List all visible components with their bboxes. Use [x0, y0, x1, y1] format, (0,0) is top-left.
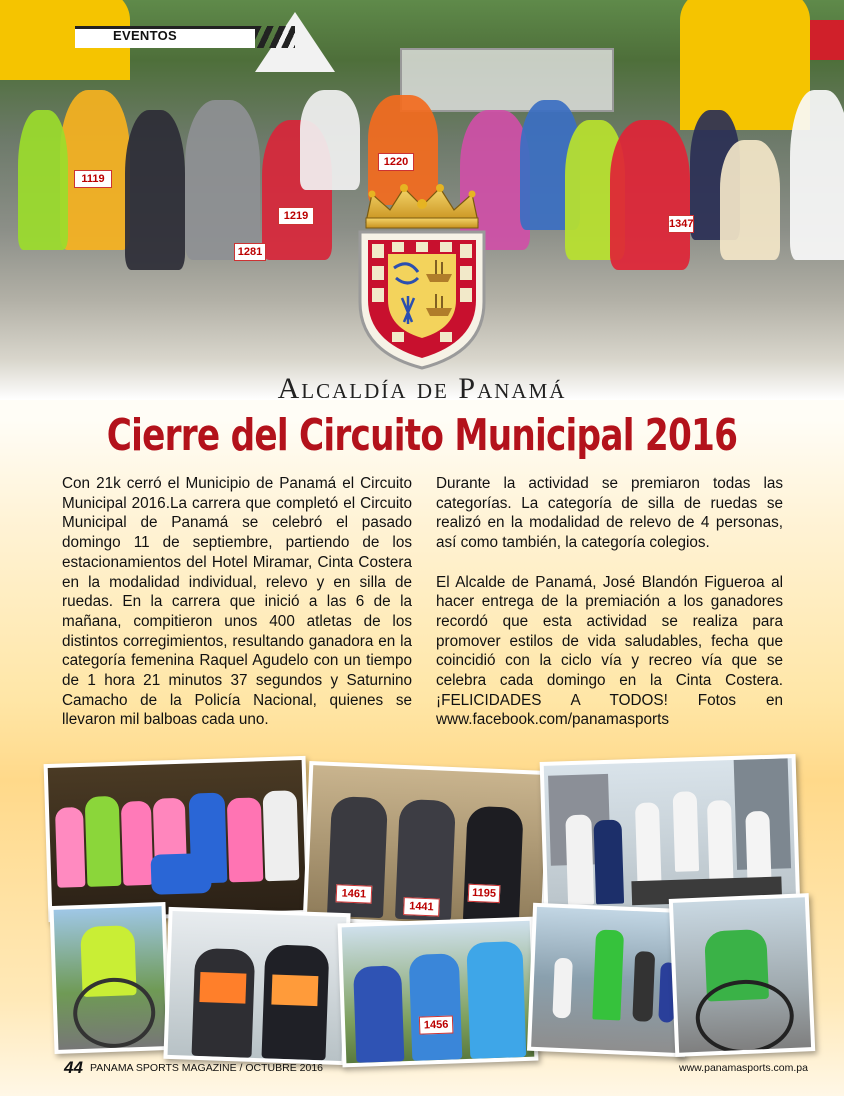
- race-bib: 1119: [74, 170, 112, 188]
- article-column-left: [62, 474, 412, 730]
- magazine-issue: PANAMA SPORTS MAGAZINE / OCTUBRE 2016: [90, 1062, 324, 1074]
- inflatable-arch-right: [680, 0, 810, 130]
- race-bib: 1441: [403, 897, 440, 916]
- runner: [185, 100, 260, 260]
- crown-band: [366, 218, 478, 228]
- photo-runners-course: [527, 903, 691, 1057]
- ship-bottom: [426, 308, 452, 316]
- photo-winners-bibs: [303, 761, 551, 931]
- tent-red: [810, 20, 844, 60]
- runner: [18, 110, 68, 250]
- section-tab: [75, 26, 275, 48]
- website-url: www.panamasports.com.pa: [679, 1062, 808, 1074]
- race-bib: 1219: [278, 207, 314, 225]
- runner: [790, 90, 844, 260]
- photo-runners-medals: [163, 907, 350, 1065]
- coat-of-arms-icon: [352, 182, 492, 372]
- photo-wheelchair-racer: [669, 893, 815, 1057]
- runner: [610, 120, 690, 270]
- crest-caption: Alcaldía de Panamá: [277, 372, 567, 405]
- photo-group-night: [44, 756, 311, 922]
- section-label: EVENTOS: [113, 28, 177, 43]
- runner: [125, 110, 185, 270]
- race-bib: 1220: [378, 153, 414, 171]
- article-paragraph: Durante la actividad se premiaron todas las categorías. La categoría de silla de ruedas se realizó en la modalidad de relevo de 4 personas, así como también, la categoría colegios.: [436, 475, 783, 552]
- article-column-right: [436, 474, 783, 730]
- section-tab-stripes: [255, 26, 295, 48]
- runner: [720, 140, 780, 260]
- race-bib: 1195: [468, 884, 501, 903]
- race-bib: 1461: [336, 884, 373, 903]
- article-paragraph: Con 21k cerró el Municipio de Panamá el Circuito Municipal 2016.La carrera que completó el Circuito Municipal de Panamá se celebró el pasado domingo 11 de septiembre, partiendo de los estacionamientos del Hotel Miramar, Cinta Costera en la modalidad individual, relevo y en silla de ruedas. En la carrera que inició a las 6 de la mañana, compitieron unos 400 atletas de los distintos corregimientos, resultando ganadora en la categoría femenina Raquel Agudelo con un tiempo de 1 hora 21 minutos 37 segundos y Saturnino Camacho de la Policía Nacional, quienes se llevaron mil balboas cada uno.: [62, 475, 412, 729]
- article-paragraph: El Alcalde de Panamá, José Blandón Figueroa al hacer entrega de la premiación a los ganadores recordó que esta actividad se realiza para promover estilos de vida saludables, fecha que coincidió con la ciclo vía y recreo vía que se celebra cada domingo en la Cinta Costera. ¡FELICIDADES A TODOS! Fotos en www.facebook.com/panamasports: [436, 573, 783, 729]
- race-bib: 1347: [668, 215, 694, 233]
- photo-podium: [540, 754, 801, 918]
- article-headline: Cierre del Circuito Municipal 2016: [106, 410, 738, 461]
- page-number: 44: [64, 1058, 83, 1077]
- ship-top: [426, 274, 452, 282]
- photo-wheelchair-athlete: [49, 902, 170, 1054]
- photo-three-athletes: [338, 917, 539, 1068]
- runner: [300, 90, 360, 190]
- race-bib: 1281: [234, 243, 266, 261]
- stage-truss: [400, 48, 614, 112]
- race-bib: 1456: [419, 1015, 454, 1034]
